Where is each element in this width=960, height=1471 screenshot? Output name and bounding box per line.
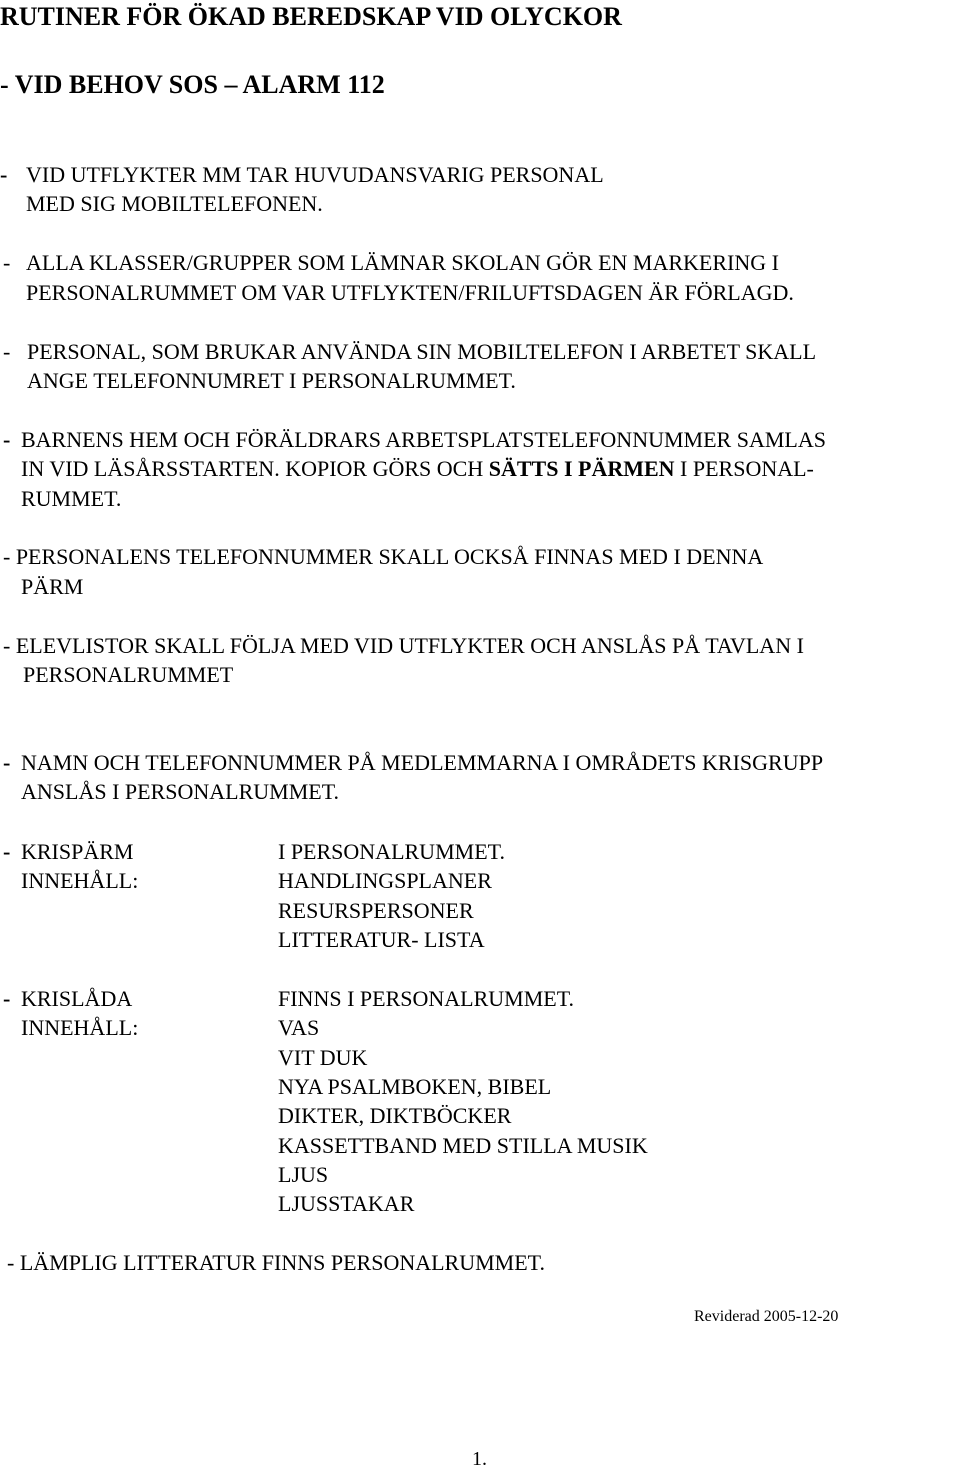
krislada-value: FINNS I PERSONALRUMMET.: [278, 986, 575, 1011]
krislada-value: LJUS: [278, 1162, 329, 1187]
item-text: MED SIG MOBILTELEFONEN.: [26, 191, 323, 216]
item-text: PERSONALRUMMET OM VAR UTFLYKTEN/FRILUFTSDAGEN ÄR FÖRLAGD.: [26, 280, 794, 305]
item-text: RUMMET.: [21, 486, 122, 511]
krisparm-value: RESURSPERSONER: [278, 898, 474, 923]
krisparm-value: LITTERATUR- LISTA: [278, 927, 485, 952]
item-text-bold: SÄTTS I PÄRMEN: [488, 456, 675, 481]
krislada-value: DIKTER, DIKTBÖCKER: [278, 1103, 512, 1128]
krislada-value: KASSETTBAND MED STILLA MUSIK: [278, 1133, 648, 1158]
krisparm-contents-label: INNEHÅLL:: [21, 868, 139, 893]
bullet-dash: -: [3, 339, 11, 364]
krisparm-value: I PERSONALRUMMET.: [278, 839, 505, 864]
krisparm-label: KRISPÄRM: [21, 839, 134, 864]
krislada-value: LJUSSTAKAR: [278, 1191, 415, 1216]
item-text: BARNENS HEM OCH FÖRÄLDRARS ARBETSPLATSTELEFONNUMMER SAMLAS: [21, 427, 826, 452]
bullet-dash: -: [3, 427, 11, 452]
page-subtitle: - VID BEHOV SOS – ALARM 112: [0, 70, 385, 99]
item-text: [21, 456, 814, 482]
item-text: - ELEVLISTOR SKALL FÖLJA MED VID UTFLYKTER OCH ANSLÅS PÅ TAVLAN I: [3, 633, 804, 658]
bullet-dash: -: [3, 986, 11, 1011]
page-title: RUTINER FÖR ÖKAD BEREDSKAP VID OLYCKOR: [0, 2, 622, 31]
item-text: ANGE TELEFONNUMRET I PERSONALRUMMET.: [27, 368, 516, 393]
item-text: PERSONAL, SOM BRUKAR ANVÄNDA SIN MOBILTELEFON I ARBETET SKALL: [27, 339, 817, 364]
bullet-dash: -: [0, 162, 8, 187]
krislada-value: NYA PSALMBOKEN, BIBEL: [278, 1074, 552, 1099]
item-text: NAMN OCH TELEFONNUMMER PÅ MEDLEMMARNA I OMRÅDETS KRISGRUPP: [21, 750, 824, 775]
bullet-dash: -: [3, 250, 11, 275]
krisparm-value: HANDLINGSPLANER: [278, 868, 492, 893]
page-number: 1.: [472, 1448, 487, 1470]
bullet-dash: -: [3, 750, 11, 775]
bullet-dash: -: [3, 839, 11, 864]
krislada-value: VIT DUK: [278, 1045, 368, 1070]
krislada-contents-label: INNEHÅLL:: [21, 1015, 139, 1040]
final-item: - LÄMPLIG LITTERATUR FINNS PERSONALRUMMET.: [7, 1250, 545, 1275]
krislada-value: VAS: [278, 1015, 320, 1040]
item-text: ALLA KLASSER/GRUPPER SOM LÄMNAR SKOLAN GÖR EN MARKERING I: [26, 250, 779, 275]
item-text: VID UTFLYKTER MM TAR HUVUDANSVARIG PERSONAL: [26, 162, 604, 187]
item-text: ANSLÅS I PERSONALRUMMET.: [21, 779, 340, 804]
revision-date: Reviderad 2005-12-20: [694, 1308, 839, 1325]
item-text-part: I PERSONAL-: [674, 456, 814, 481]
item-text: - PERSONALENS TELEFONNUMMER SKALL OCKSÅ FINNAS MED I DENNA: [3, 544, 764, 569]
item-text: PERSONALRUMMET: [23, 662, 234, 687]
item-text: PÄRM: [21, 574, 84, 599]
krislada-label: KRISLÅDA: [21, 986, 133, 1011]
item-text-part: IN VID LÄSÅRSSTARTEN. KOPIOR GÖRS OCH: [21, 456, 489, 481]
